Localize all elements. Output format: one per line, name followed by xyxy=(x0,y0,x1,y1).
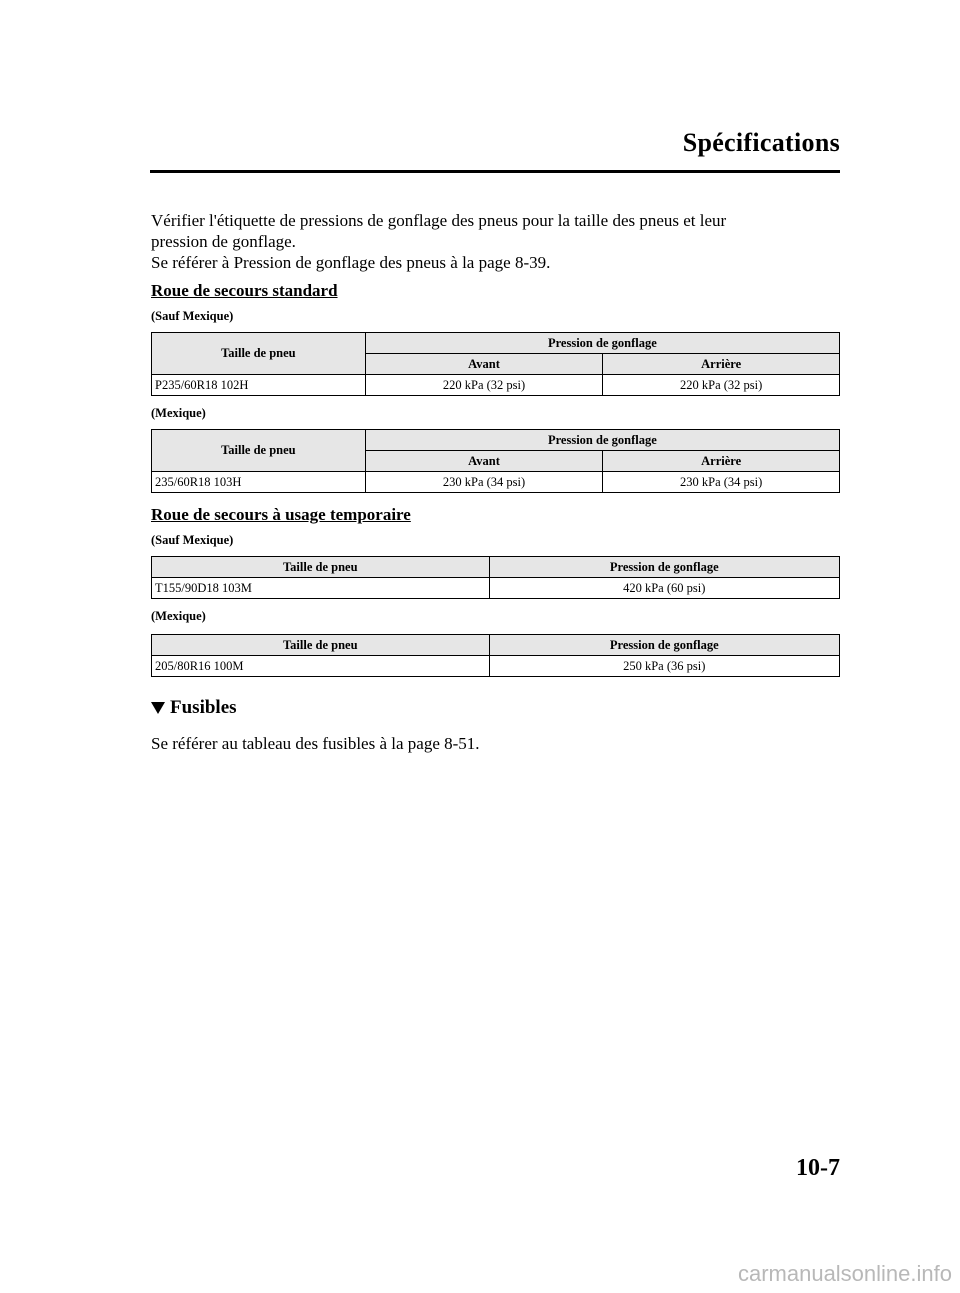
header-inflation-pressure: Pression de gonflage xyxy=(365,430,839,451)
header-inflation-pressure: Pression de gonflage xyxy=(489,635,839,656)
page-number: 10-7 xyxy=(796,1155,840,1181)
cell-rear-pressure: 230 kPa (34 psi) xyxy=(603,472,840,493)
table-row xyxy=(152,656,840,677)
cell-tire-size: T155/90D18 103M xyxy=(152,578,490,599)
cell-tire-size: 235/60R18 103H xyxy=(152,472,366,493)
cell-tire-size: P235/60R18 102H xyxy=(152,375,366,396)
header-tire-size: Taille de pneu xyxy=(152,333,366,375)
fuses-heading-label: Fusibles xyxy=(170,697,237,718)
table-standard-except-mexico xyxy=(151,332,840,396)
section-title-standard-spare: Roue de secours standard xyxy=(151,281,338,300)
table-row xyxy=(152,375,840,396)
intro-line-3: Se référer à Pression de gonflage des pneus à la page 8-39. xyxy=(151,253,551,272)
cell-tire-size: 205/80R16 100M xyxy=(152,656,490,677)
table-temporary-mexico xyxy=(151,634,840,677)
header-front: Avant xyxy=(365,451,603,472)
table-row xyxy=(152,472,840,493)
page-header-title: Spécifications xyxy=(682,128,840,157)
cell-pressure: 250 kPa (36 psi) xyxy=(489,656,839,677)
header-tire-size: Taille de pneu xyxy=(152,557,490,578)
header-front: Avant xyxy=(365,354,603,375)
qualifier-mexico: (Mexique) xyxy=(151,609,206,623)
fuses-text: Se référer au tableau des fusibles à la page 8-51. xyxy=(151,734,480,753)
qualifier-except-mexico: (Sauf Mexique) xyxy=(151,309,234,323)
header-inflation-pressure: Pression de gonflage xyxy=(489,557,839,578)
cell-pressure: 420 kPa (60 psi) xyxy=(489,578,839,599)
header-tire-size: Taille de pneu xyxy=(152,635,490,656)
table-standard-mexico xyxy=(151,429,840,493)
intro-line-2: pression de gonflage. xyxy=(151,232,296,251)
cell-front-pressure: 230 kPa (34 psi) xyxy=(365,472,603,493)
watermark: carmanualsonline.info xyxy=(737,1261,952,1286)
qualifier-except-mexico: (Sauf Mexique) xyxy=(151,533,234,547)
triangle-bullet-icon xyxy=(151,702,165,714)
intro-line-1: Vérifier l'étiquette de pressions de gonflage des pneus pour la taille des pneus et leur xyxy=(151,211,727,230)
cell-rear-pressure: 220 kPa (32 psi) xyxy=(603,375,840,396)
header-rear: Arrière xyxy=(603,354,840,375)
main-content xyxy=(151,210,840,754)
section-title-temporary-spare: Roue de secours à usage temporaire xyxy=(151,505,411,524)
qualifier-mexico: (Mexique) xyxy=(151,406,206,420)
table-row xyxy=(152,578,840,599)
table-temporary-except-mexico xyxy=(151,556,840,599)
cell-front-pressure: 220 kPa (32 psi) xyxy=(365,375,603,396)
header-rear: Arrière xyxy=(603,451,840,472)
section-heading-fuses xyxy=(151,697,840,719)
header-rule xyxy=(150,170,840,173)
header-tire-size: Taille de pneu xyxy=(152,430,366,472)
header-inflation-pressure: Pression de gonflage xyxy=(365,333,839,354)
